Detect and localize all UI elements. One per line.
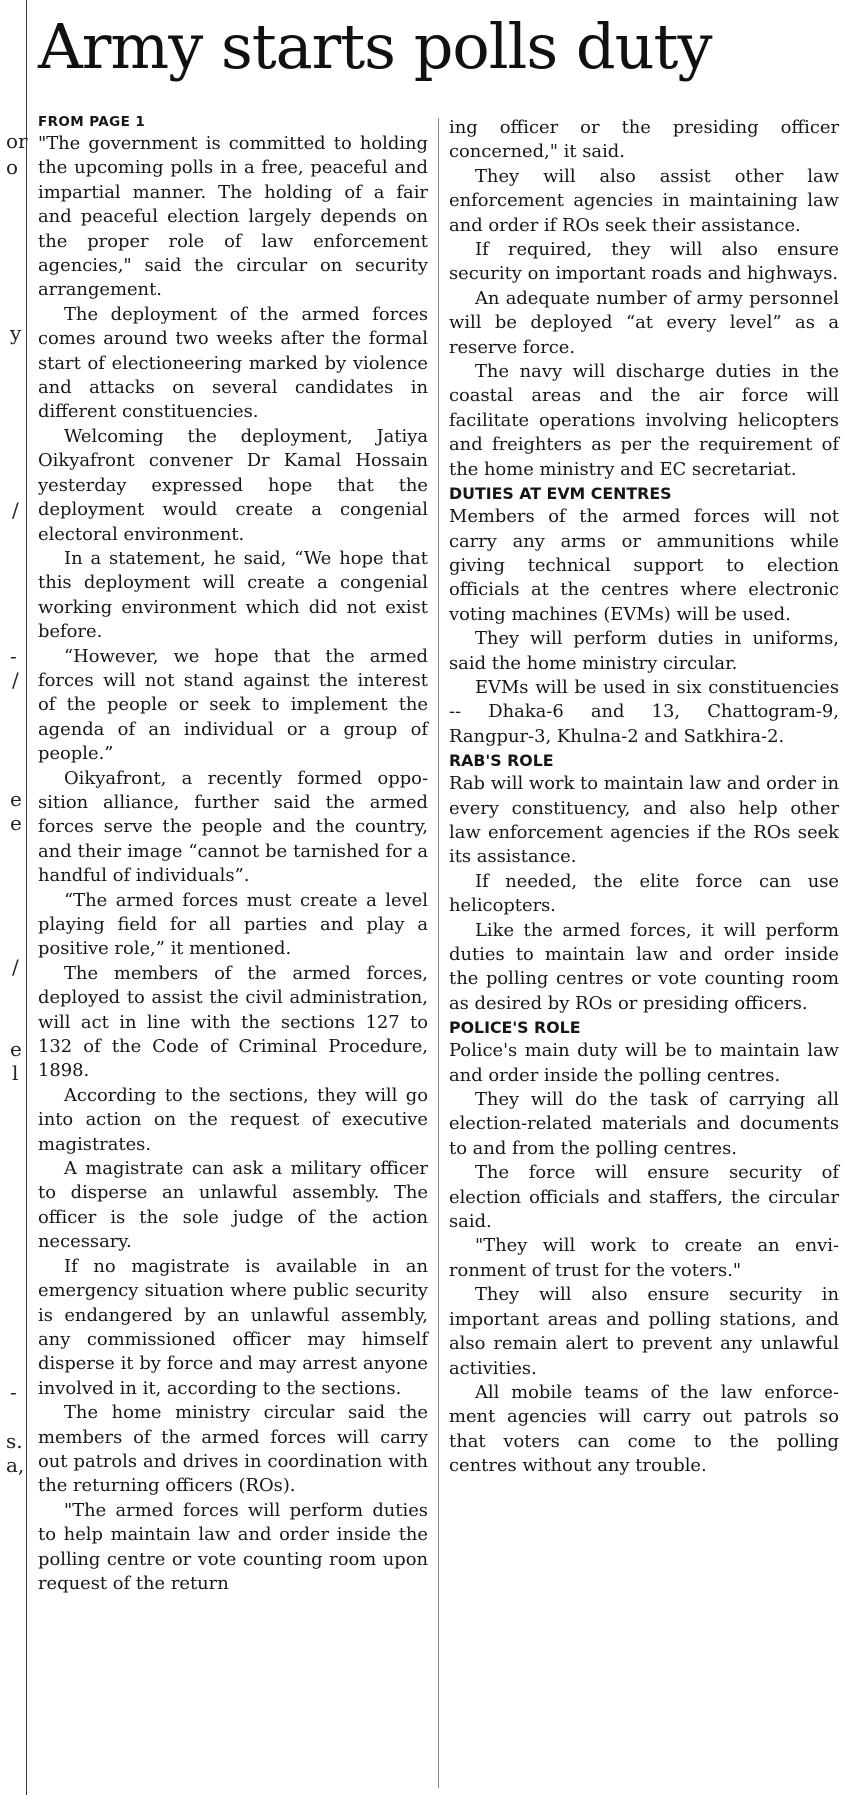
paragraph: “The armed forces must create a level playing field for all parties and play a positive role,” it mentioned. bbox=[38, 889, 428, 960]
paragraph: The force will ensure security of election officials and staffers, the circular said. bbox=[449, 1162, 839, 1233]
paragraph: In a statement, he said, “We hope that this deployment will create a congenial working environment which did not exist before. bbox=[38, 547, 428, 643]
margin-fragment: s. bbox=[6, 1429, 23, 1453]
margin-fragment: l bbox=[12, 1061, 19, 1085]
margin-fragment: e bbox=[10, 787, 22, 811]
column-divider bbox=[438, 118, 439, 1788]
paragraph: EVMs will be used in six constituencies -- Dhaka-6 and 13, Chattogram-9, Rangpur-3, Khulna-2 and Satkhira-2. bbox=[449, 676, 839, 747]
margin-fragment: - bbox=[10, 1380, 17, 1404]
paragraph: They will also ensure security in important areas and polling stations, and also remain alert to prevent any unlawful activities. bbox=[449, 1284, 839, 1379]
margin-fragment: e bbox=[10, 811, 22, 835]
paragraph: A magistrate can ask a military officer to disperse an unlawful assembly. The officer is the sole judge of the action necessary. bbox=[38, 1158, 428, 1253]
paragraph: Like the armed forces, it will perform duties to maintain law and order inside the polling centres or vote counting room as desired by ROs or presiding officers. bbox=[449, 919, 839, 1014]
margin-fragment: e bbox=[10, 1037, 22, 1061]
paragraph: If no magistrate is available in an emergency situation where public security is endangered by an unlawful assembly, any commissioned officer may himself disperse it by force and may arrest anyone involved in it, according to the sections. bbox=[38, 1255, 428, 1399]
paragraph: The navy will discharge duties in the coastal areas and the air force will facilitate operations involving helicopters and freighters as per the requirement of the home ministry and EC secretariat. bbox=[449, 361, 839, 480]
paragraph: If needed, the elite force can use helicopters. bbox=[449, 870, 839, 917]
paragraph: They will perform duties in uniforms, said the home ministry circular. bbox=[449, 628, 839, 674]
paragraph: The deployment of the armed forces comes around two weeks after the formal start of electioneering marked by violence and attacks on several candidates in different constituencies. bbox=[38, 303, 428, 423]
paragraph: Rab will work to maintain law and order in every constituency, and also help other law enforcement agencies if the ROs seek its assistance. bbox=[449, 773, 839, 868]
article-column-right bbox=[449, 116, 839, 1479]
margin-fragment: - bbox=[10, 644, 17, 668]
paragraph: ing officer or the presiding officer concerned," it said. bbox=[449, 117, 839, 163]
paragraph: Members of the armed forces will not carry any arms or ammunitions while giving technical support to election officials at the centres where electronic voting machines (EVMs) will be used. bbox=[449, 506, 839, 625]
paragraph: They will also assist other law enforcement agencies in maintaining law and order if ROs seek their assistance. bbox=[449, 165, 839, 236]
paragraph: “However, we hope that the armed forces will not stand against the interest of the people or seek to implement the agenda of an individual or a group of people.” bbox=[38, 645, 428, 765]
headline: Army starts polls duty bbox=[38, 10, 712, 83]
margin-fragment: / bbox=[12, 668, 19, 692]
margin-fragment: / bbox=[12, 498, 19, 522]
continuation-kicker: FROM PAGE 1 bbox=[38, 114, 146, 130]
paragraph: The members of the armed forces, deployed to assist the civil administration, will act in line with the sections 127 to 132 of the Code of Criminal Procedure, 1898. bbox=[38, 962, 428, 1082]
paragraph: All mobile teams of the law enforcement agencies will carry out patrols so that voters can come to the polling centres without any trouble. bbox=[449, 1381, 839, 1477]
paragraph: Oikyafront, a recently formed opposition alliance, further said the armed forces serve the people and the country, and their image “cannot be tarnished for a handful of individuals”. bbox=[38, 767, 428, 887]
paragraph: Police's main duty will be to maintain law and order inside the polling centres. bbox=[449, 1040, 839, 1086]
paragraph: According to the sections, they will go into action on the request of executive magistrates. bbox=[38, 1084, 428, 1155]
subheading-rab-role: RAB'S ROLE bbox=[449, 751, 554, 771]
paragraph: "The government is committed to holding the upcoming polls in a free, peaceful and impartial manner. The holding of a fair and peaceful election largely depends on the proper role of law enforcement agencies," said the circular on security arrangement. bbox=[38, 133, 428, 301]
margin-fragment: o bbox=[6, 155, 19, 179]
margin-fragment: y bbox=[10, 321, 22, 345]
paragraph: "They will work to create an environment of trust for the voters." bbox=[449, 1235, 839, 1281]
margin-fragment: a, bbox=[6, 1453, 25, 1477]
subheading-police-role: POLICE'S ROLE bbox=[449, 1018, 581, 1038]
paragraph: The home ministry circular said the members of the armed forces will carry out patrols and drives in coordination with the returning officers (ROs). bbox=[38, 1402, 428, 1497]
margin-fragment: or bbox=[6, 129, 28, 153]
paragraph: They will do the task of carrying all election-related materials and documents to and from the polling centres. bbox=[449, 1089, 839, 1159]
paragraph: If required, they will also ensure security on important roads and highways. bbox=[449, 239, 839, 285]
margin-fragment: / bbox=[12, 955, 19, 979]
subheading-evm-centres: DUTIES AT EVM CENTRES bbox=[449, 484, 672, 504]
paragraph: An adequate number of army personnel will be deployed “at every level” as a reserve force. bbox=[449, 287, 839, 358]
paragraph: Welcoming the deployment, Jatiya Oikyafront convener Dr Kamal Hossain yesterday expressed hope that the deployment would create a congenial electoral environment. bbox=[38, 425, 428, 545]
article-column-left bbox=[38, 114, 428, 1596]
adjacent-column-edge bbox=[0, 0, 27, 1795]
paragraph: "The armed forces will perform duties to help maintain law and order inside the polling centre or vote counting room upon request of the return bbox=[38, 1499, 428, 1594]
